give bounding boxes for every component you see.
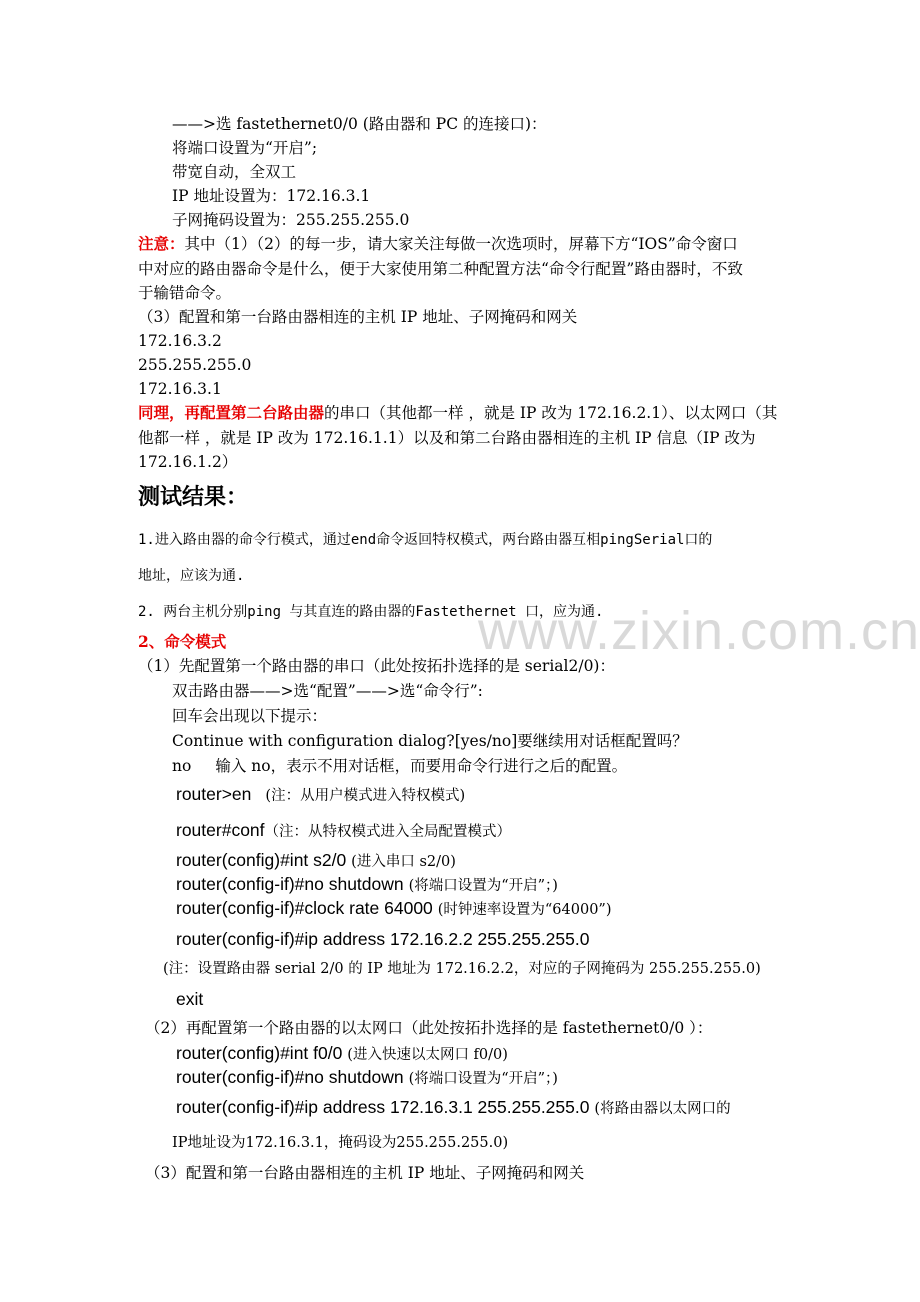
note-label: 注意： (138, 234, 185, 253)
text-line: 回车会出现以下提示： (172, 707, 328, 725)
command-line (176, 1043, 508, 1065)
text-line: ——>选 fastethernet0/0 (路由器和 PC 的连接口)： (172, 115, 547, 133)
no-explanation: 输入 no，表示不用对话框，而要用命令行进行之后的配置。 (215, 757, 628, 775)
text-line: 于输错命令。 (138, 284, 232, 302)
command-note: (注：设置路由器 serial 2/0 的 IP 地址为 172.16.2.2，对应的子网掩码为 255.255.255.0) (163, 961, 761, 977)
subsection-title: 2、命令模式 (138, 632, 227, 651)
command-line (176, 850, 456, 872)
text-line: （1）先配置第一个路由器的串口（此处按拓扑选择的是 serial2/0)： (138, 657, 615, 675)
command-text: router(config)#int s2/0 (176, 850, 347, 870)
command-text: router#conf (176, 820, 265, 840)
same-text: 的串口（其他都一样 ，就是 IP 改为 172.16.2.1）、以太网口（其 (324, 404, 778, 422)
note-paragraph (138, 234, 738, 254)
text-line: 双击路由器——>选“配置”——>选“命令行”: (172, 682, 483, 700)
command-note: (注：从用户模式进入特权模式) (265, 788, 466, 804)
text-line: 带宽自动，全双工 (172, 163, 297, 181)
command-line (176, 820, 511, 842)
text-line: 1.进入路由器的命令行模式，通过end命令返回特权模式，两台路由器互相pingSerial口的 (138, 532, 713, 548)
text-line: 他都一样 ，就是 IP 改为 172.16.1.1）以及和第二台路由器相连的主机 IP 信息（IP 改为 (138, 429, 756, 447)
command-note: (将端口设置为“开启”；) (408, 878, 558, 894)
text-line: Continue with configuration dialog?[yes/no]要继续用对话框配置吗？ (172, 732, 688, 750)
command-note: (将路由器以太网口的 (594, 1101, 731, 1117)
same-label: 同理，再配置第二台路由器 (138, 403, 325, 422)
command-note: (时钟速率设置为“64000”) (437, 902, 612, 918)
text-line: 2. 两台主机分别ping 与其直连的路由器的Fastethernet 口，应为通. (138, 604, 604, 620)
watermark: www.zixin.com.cn (478, 601, 920, 661)
text-line: 地址，应该为通. (138, 568, 245, 584)
text-line: （3）配置和第一台路由器相连的主机 IP 地址、子网掩码和网关 (138, 308, 578, 326)
no-keyword: no (172, 757, 192, 775)
command-text: exit (176, 989, 204, 1009)
text-line: 子网掩码设置为：255.255.255.0 (172, 211, 410, 229)
section-heading: 测试结果： (138, 485, 249, 510)
same-paragraph (138, 403, 777, 423)
command-note: (进入快速以太网口 f0/0) (347, 1047, 508, 1063)
command-text: router(config)#int f0/0 (176, 1043, 343, 1063)
command-text: router(config-if)#no shutdown (176, 1067, 404, 1087)
text-line: 中对应的路由器命令是什么，便于大家使用第二种配置方法“命令行配置”路由器时，不致 (138, 260, 743, 278)
command-line (176, 874, 558, 896)
command-note: (将端口设置为“开启”；) (408, 1071, 558, 1087)
text-line: IP 地址设置为：172.16.3.1 (172, 187, 371, 205)
note-text: 其中（1）（2）的每一步，请大家关注每做一次选项时，屏幕下方“IOS”命令窗口 (184, 235, 738, 253)
command-text: router(config-if)#no shutdown (176, 874, 404, 894)
text-line: （3）配置和第一台路由器相连的主机 IP 地址、子网掩码和网关 (145, 1164, 585, 1182)
command-note: IP地址设为172.16.3.1，掩码设为255.255.255.0) (172, 1135, 509, 1151)
text-line (172, 756, 627, 776)
command-line (176, 929, 589, 950)
command-text: router(config-if)#clock rate 64000 (176, 898, 433, 918)
command-line (176, 1067, 558, 1089)
command-line (176, 989, 203, 1010)
command-note: （注：从特权模式进入全局配置模式） (264, 824, 512, 840)
text-line: （2）再配置第一个路由器的以太网口（此处按拓扑选择的是 fastethernet0/0 ）： (145, 1019, 713, 1037)
command-line (176, 898, 612, 920)
command-line (176, 1097, 731, 1119)
text-line: 将端口设置为“开启”; (172, 139, 318, 157)
command-note: (进入串口 s2/0) (351, 854, 456, 870)
command-text: router(config-if)#ip address 172.16.2.2 255.255.255.0 (176, 929, 590, 949)
command-text: router>en (176, 784, 252, 804)
text-line: 255.255.255.0 (138, 356, 252, 374)
command-text: router(config-if)#ip address 172.16.3.1 255.255.255.0 (176, 1097, 590, 1117)
text-line: 172.16.1.2） (138, 453, 238, 471)
text-line: 172.16.3.1 (138, 380, 222, 398)
command-line (176, 784, 465, 806)
text-line: 172.16.3.2 (138, 332, 222, 350)
